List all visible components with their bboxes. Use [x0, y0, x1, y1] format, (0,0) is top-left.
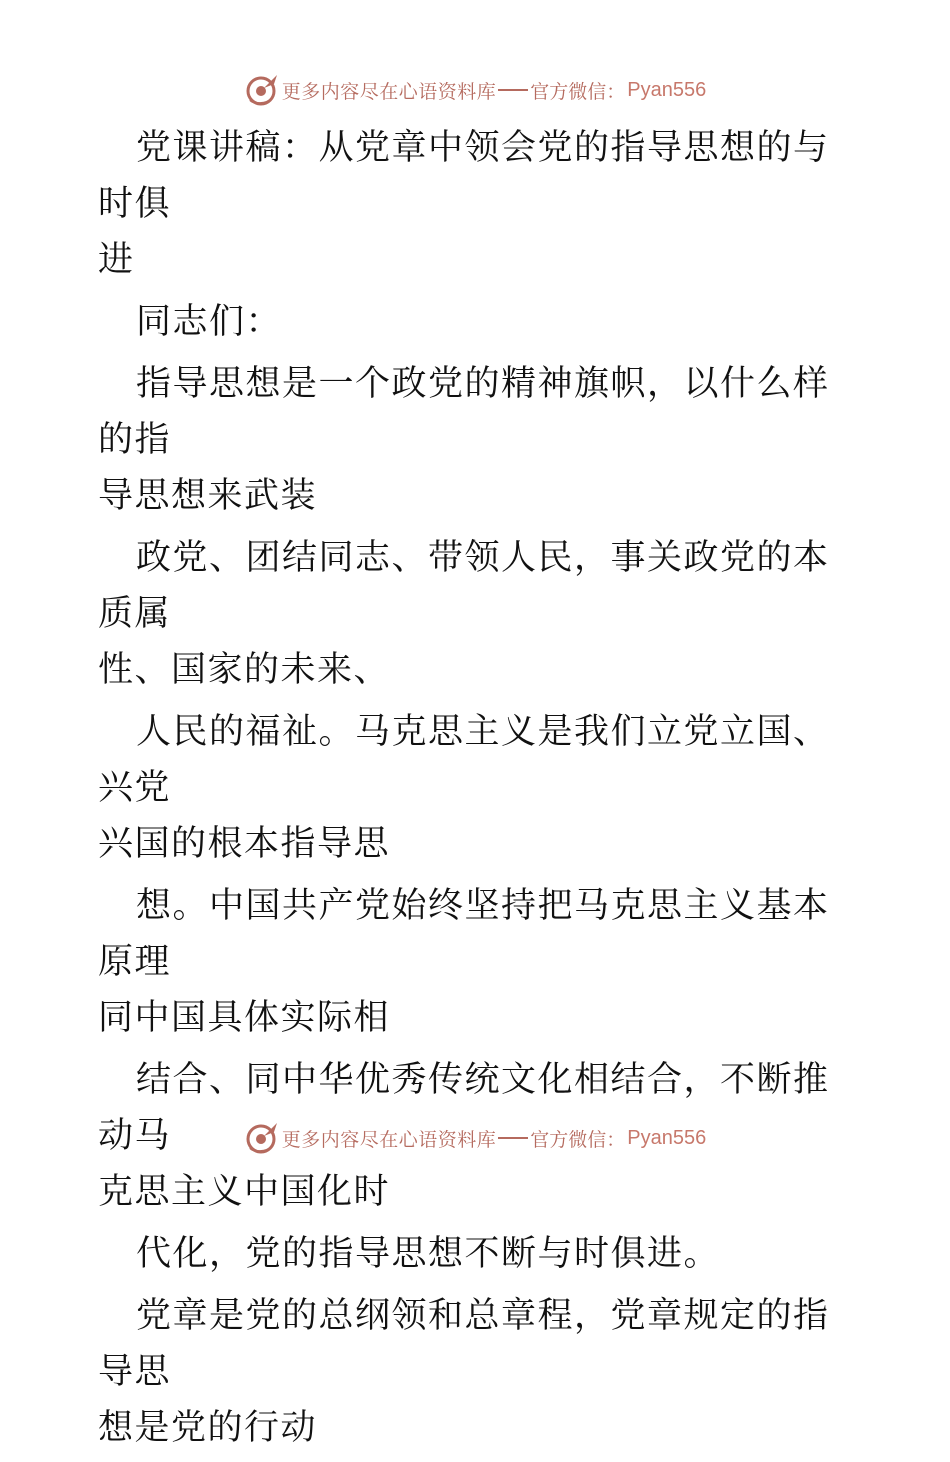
text-line: 同中国具体实际相	[98, 998, 391, 1038]
text-line: 代化，党的指导思想不断与时俱进。	[136, 1234, 721, 1274]
header-watermark	[0, 70, 950, 110]
watermark-dash	[498, 89, 528, 91]
text-line: 政党、团结同志、带领人民，事关政党的本质属	[98, 538, 830, 634]
text-line: 想。中国共产党始终坚持把马克思主义基本原理	[98, 886, 830, 982]
paragraph	[98, 1288, 858, 1456]
quill-logo-icon	[244, 1120, 280, 1156]
paragraph	[98, 356, 858, 524]
watermark-brand: 更多内容尽在心语资料库	[281, 80, 497, 103]
paragraph	[98, 530, 858, 698]
text-line: 导思想来武装	[98, 476, 318, 516]
watermark-handle: Pyan556	[627, 1126, 707, 1149]
watermark-wechat-label: 官方微信：	[530, 80, 626, 103]
text-line: 结合、同中华优秀传统文化相结合，不断推动马	[98, 1060, 830, 1156]
text-line: 性、国家的未来、	[98, 650, 391, 690]
paragraph	[98, 704, 858, 872]
document-body	[98, 120, 858, 1462]
watermark-handle: Pyan556	[627, 78, 707, 101]
document-title	[98, 120, 858, 288]
text-line: 党课讲稿：从党章中领会党的指导思想的与时俱	[98, 128, 830, 224]
text-line: 兴国的根本指导思	[98, 824, 391, 864]
text-line: 党章是党的总纲领和总章程，党章规定的指导思	[98, 1296, 830, 1392]
footer-watermark	[0, 1118, 950, 1158]
salutation	[98, 294, 858, 350]
text-line: 指导思想是一个政党的精神旗帜，以什么样的指	[98, 364, 830, 460]
text-line: 想是党的行动	[98, 1408, 318, 1448]
paragraph	[98, 878, 858, 1046]
text-line: 人民的福祉。马克思主义是我们立党立国、兴党	[98, 712, 830, 808]
text-line: 克思主义中国化时	[98, 1172, 391, 1212]
watermark-dash	[498, 1137, 528, 1139]
watermark-wechat-label: 官方微信：	[530, 1128, 626, 1151]
quill-logo-icon	[244, 72, 280, 108]
text-line: 同志们：	[136, 302, 283, 342]
watermark-brand: 更多内容尽在心语资料库	[281, 1128, 497, 1151]
paragraph	[98, 1226, 858, 1282]
text-line: 进	[98, 240, 135, 280]
